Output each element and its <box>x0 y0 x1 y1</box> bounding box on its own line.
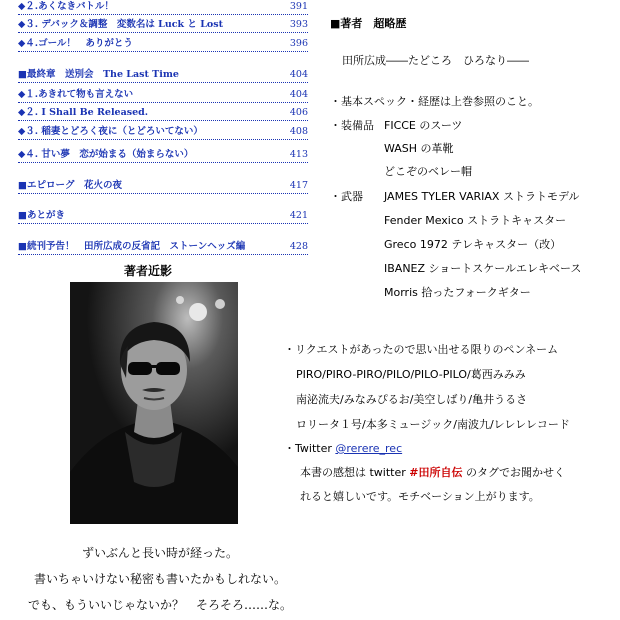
twitter-line <box>284 440 402 456</box>
toc-entry[interactable]: ◆１.あきれて物も言えない 404 <box>18 88 308 103</box>
toc-entry[interactable]: ◆３. デバック＆調整 変数名は Luck と Lost 393 <box>18 18 308 33</box>
photo-caption: 著者近影 <box>124 264 173 278</box>
closing-line-3: でも、もういいじゃないか？ そろそろ……な。 <box>27 598 292 612</box>
closing-line-2: 書いちゃいけない秘密も書いたかもしれない。 <box>33 572 286 586</box>
toc-entry[interactable]: ■続刊予告！ 田所広成の反省記 ストーンヘッズ編 428 <box>18 240 308 255</box>
equipment-label: ・装備品 <box>330 119 374 132</box>
toc-entry[interactable]: ◆２.あくなきバトル！ 391 <box>18 0 308 15</box>
toc-entry[interactable]: ◆４. 甘い夢 恋が始まる（始まらない） 413 <box>18 148 308 163</box>
twitter-handle-link[interactable]: @rerere_rec <box>335 442 403 455</box>
toc-entry[interactable]: ■あとがき 421 <box>18 209 308 224</box>
toc-entry[interactable]: ■エピローグ 花火の夜 417 <box>18 179 308 194</box>
twitter-label: ・Twitter <box>284 442 336 455</box>
weapon-item: IBANEZ ショートスケールエレキベース <box>384 262 582 275</box>
feedback-line-2: れると嬉しいです。モチベーション上がります。 <box>300 490 540 503</box>
toc-entry[interactable]: ◆３. 稲妻とどろく夜に（とどろいてない） 408 <box>18 125 308 140</box>
weapon-item: Morris 拾ったフォークギター <box>384 286 531 299</box>
weapon-item: JAMES TYLER VARIAX ストラトモデル <box>384 190 580 203</box>
feedback-line-1: 本書の感想は twitter #田所自伝 のタグでお聞かせく <box>300 466 565 479</box>
weapon-item: Greco 1972 テレキャスター（改） <box>384 238 562 251</box>
toc-entry[interactable]: ◆４.ゴール！ ありがとう 396 <box>18 37 308 52</box>
closing-line-1: ずいぶんと長い時が経った。 <box>81 546 238 560</box>
penname-line: ロリータ１号/本多ミュージック/南波九/レレレレコード <box>296 418 570 431</box>
pennames-intro: ・リクエストがあったので思い出せる限りのペンネーム <box>284 343 559 356</box>
penname-line: PIRO/PIRO-PIRO/PILO/PILO-PILO/葛西みみみ <box>296 368 526 381</box>
author-heading: ■著者 超略歴 <box>330 17 407 30</box>
penname-line: 南泌流夫/みなみぴるお/美空しばり/亀井うるさ <box>296 393 528 406</box>
equipment-item: どこぞのベレー帽 <box>384 165 472 178</box>
equipment-item: WASH の革靴 <box>384 142 454 155</box>
hashtag: #田所自伝 <box>409 466 463 479</box>
toc-entry[interactable]: ◆２. I Shall Be Released. 406 <box>18 106 308 121</box>
equipment-item: FICCE のスーツ <box>384 119 463 132</box>
author-photo <box>70 282 238 524</box>
spec-note: ・基本スペック・経歴は上巻参照のこと。 <box>330 95 539 108</box>
author-name: 田所広成――たどころ ひろなり―― <box>342 54 529 67</box>
weapons-label: ・武器 <box>330 190 363 203</box>
weapon-item: Fender Mexico ストラトキャスター <box>384 214 567 227</box>
toc-entry[interactable]: ■最終章 送別会 The Last Time 404 <box>18 68 308 83</box>
